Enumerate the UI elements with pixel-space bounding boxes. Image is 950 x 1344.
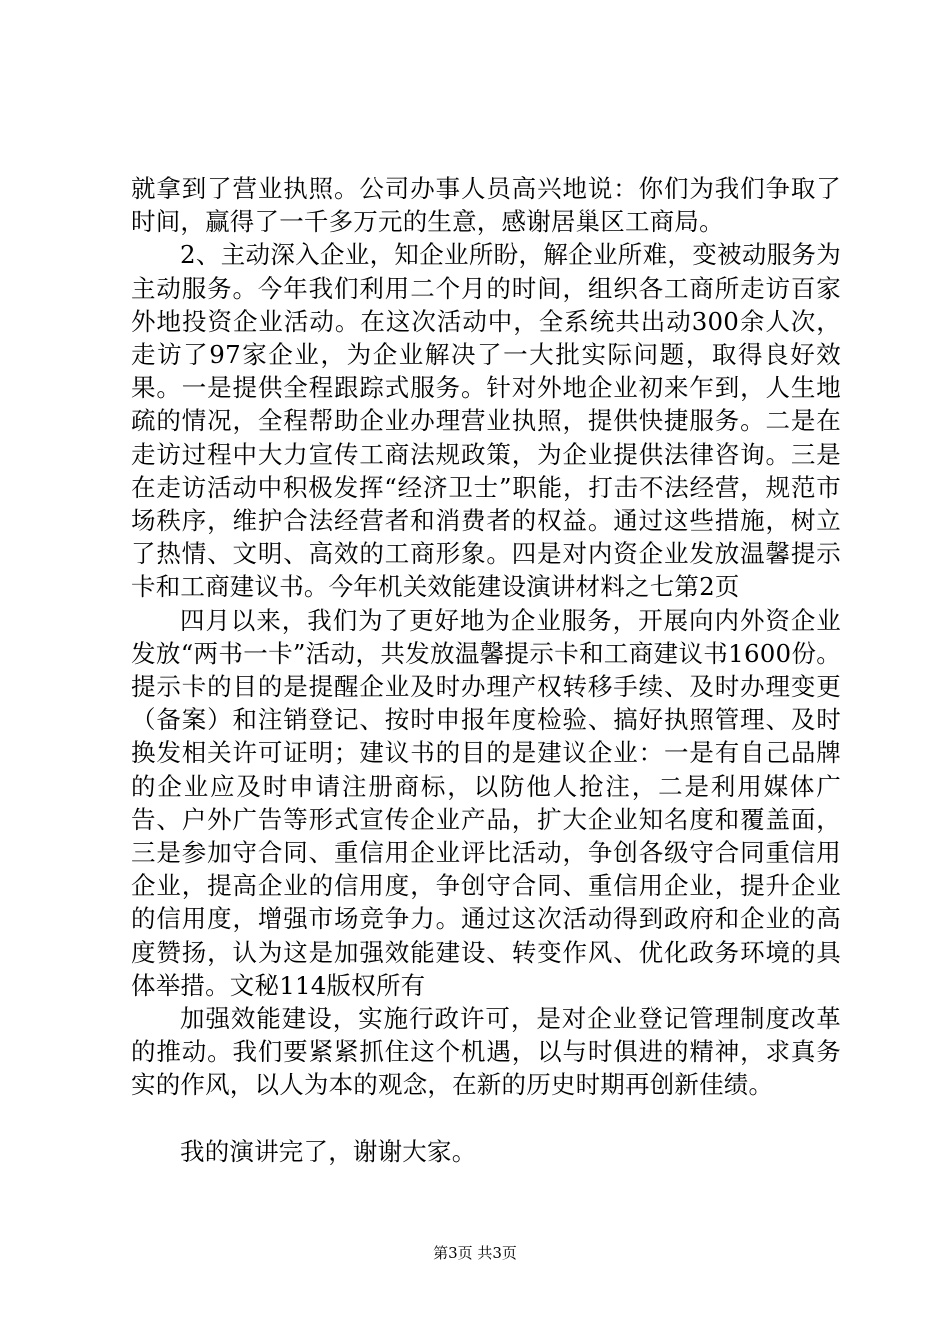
document-body [131,172,841,1168]
paragraph-two-books-one-card: 四月以来，我们为了更好地为企业服务，开展向内外资企业发放“两书一卡”活动，共发放温馨提示卡和工商建议书1600份。提示卡的目的是提醒企业及时办理产权转移手续、及时办理变更（备案）和注销登记、按时申报年度检验、搞好执照管理、及时换发相关许可证明；建议书的目的是建议企业：一是有自己品牌的企业应及时申请注册商标，以防他人抢注，二是利用媒体广告、户外广告等形式宣传企业产品，扩大企业知名度和覆盖面，三是参加守合同、重信用企业评比活动，争创各级守合同重信用企业，提高企业的信用度，争创守合同、重信用企业，提升企业的信用度，增强市场竞争力。通过这次活动得到政府和企业的高度赞扬，认为这是加强效能建设、转变作风、优化政务环境的具体举措。文秘114版权所有 [131,605,841,1000]
paragraph-visit-enterprises: 2、主动深入企业，知企业所盼，解企业所难，变被动服务为主动服务。今年我们利用二个月的时间，组织各工商所走访百家外地投资企业活动。在这次活动中，全系统共出动300余人次，走访了97家企业，为企业解决了一大批实际问题，取得良好效果。一是提供全程跟踪式服务。针对外地企业初来乍到，人生地疏的情况，全程帮助企业办理营业执照，提供快捷服务。二是在走访过程中大力宣传工商法规政策，为企业提供法律咨询。三是在走访活动中积极发挥“经济卫士”职能，打击不法经营，规范市场秩序，维护合法经营者和消费者的权益。通过这些措施，树立了热情、文明、高效的工商形象。四是对内资企业发放温馨提示卡和工商建议书。今年机关效能建设演讲材料之七第2页 [131,240,841,602]
paragraph-continuation: 就拿到了营业执照。公司办事人员高兴地说：你们为我们争取了时间，赢得了一千多万元的生意，感谢居巢区工商局。 [131,174,841,237]
paragraph-closing: 我的演讲完了，谢谢大家。 [180,1136,477,1166]
page-footer: 第3页 共3页 [433,1244,517,1262]
paragraph-efficiency-building: 加强效能建设，实施行政许可，是对企业登记管理制度改革的推动。我们要紧紧抓住这个机遇，以与时俱进的精神，求真务实的作风，以人为本的观念，在新的历史时期再创新佳绩。 [131,1004,841,1100]
